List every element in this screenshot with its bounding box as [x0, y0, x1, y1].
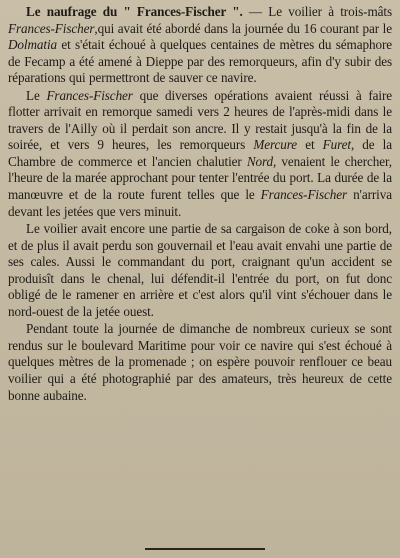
article-paragraph [8, 88, 392, 220]
article-paragraph [8, 221, 392, 320]
italic-name: Furet [322, 137, 351, 153]
text-run: n'arriva devant les jetées que vers minuit. [8, 187, 392, 219]
article-headline: Le naufrage du " Frances-Fischer ". [26, 4, 243, 19]
text-run: , de la Chambre de commerce et l'ancien chalutier [8, 137, 392, 169]
italic-name: Dolmatia [8, 37, 58, 53]
text-run: Le [26, 87, 47, 103]
italic-name: Frances-Fischer [260, 187, 348, 203]
italic-name: Frances-Fischer [46, 87, 133, 103]
text-run: et [297, 137, 323, 153]
text-run: et s'était échoué à quelques centaines de mètres du sémaphore de Fecamp a été amené à Dieppe par des remorqueurs, afin d'y subir des réparations qui permettront de sauver ce navire. [8, 37, 392, 86]
text-run: Pendant toute la journée de dimanche de nombreux curieux se sont rendus sur le boulevard Maritime pour voir ce navire qui s'est échoué à quelques mètres de la promenade ; on espère pouvoir renflouer ce beau voilier qui a été photographié par des amateurs, très heureux de cette bonne aubaine. [8, 321, 392, 403]
italic-name: Nord [246, 153, 274, 169]
italic-name: Frances-Fischer [8, 20, 95, 36]
article-paragraph [8, 321, 392, 404]
text-run: — Le voilier à trois-mâts [242, 4, 392, 19]
text-run: , venaient le chercher, l'heure de la marée approchant pour tenter l'entrée du port. La durée de la manœuvre et de la route furent telles que le [8, 153, 392, 203]
italic-name: Mercure [253, 137, 298, 153]
text-run: Le voilier avait encore une partie de sa cargaison de coke à son bord, et de plus il avait perdu son gouvernail et l'eau avait envahi une partie de ses cales. Aussi le commandant du port, craignant qu'un accident se produisît dans le chenal, lui défendit-il l'entrée du port, on fut donc obligé de le ramener en arrière et c'est alors qu'il vint s'échouer dans le nord-ouest de la jetée ouest. [8, 221, 392, 319]
text-run: que diverses opérations avaient réussi à faire flotter arrivait en remorque samedi vers 2 heures de l'après-midi dans le travers de l'Ailly où il perdait son ancre. Il y restait jusqu'à la fin de la soirée, et vers 9 heures, les remorqueurs [8, 87, 392, 153]
text-run: ,qui avait été abordé dans la journée du 16 courant par le [94, 20, 392, 36]
end-of-article-rule [145, 548, 265, 550]
article-paragraph [8, 4, 392, 87]
